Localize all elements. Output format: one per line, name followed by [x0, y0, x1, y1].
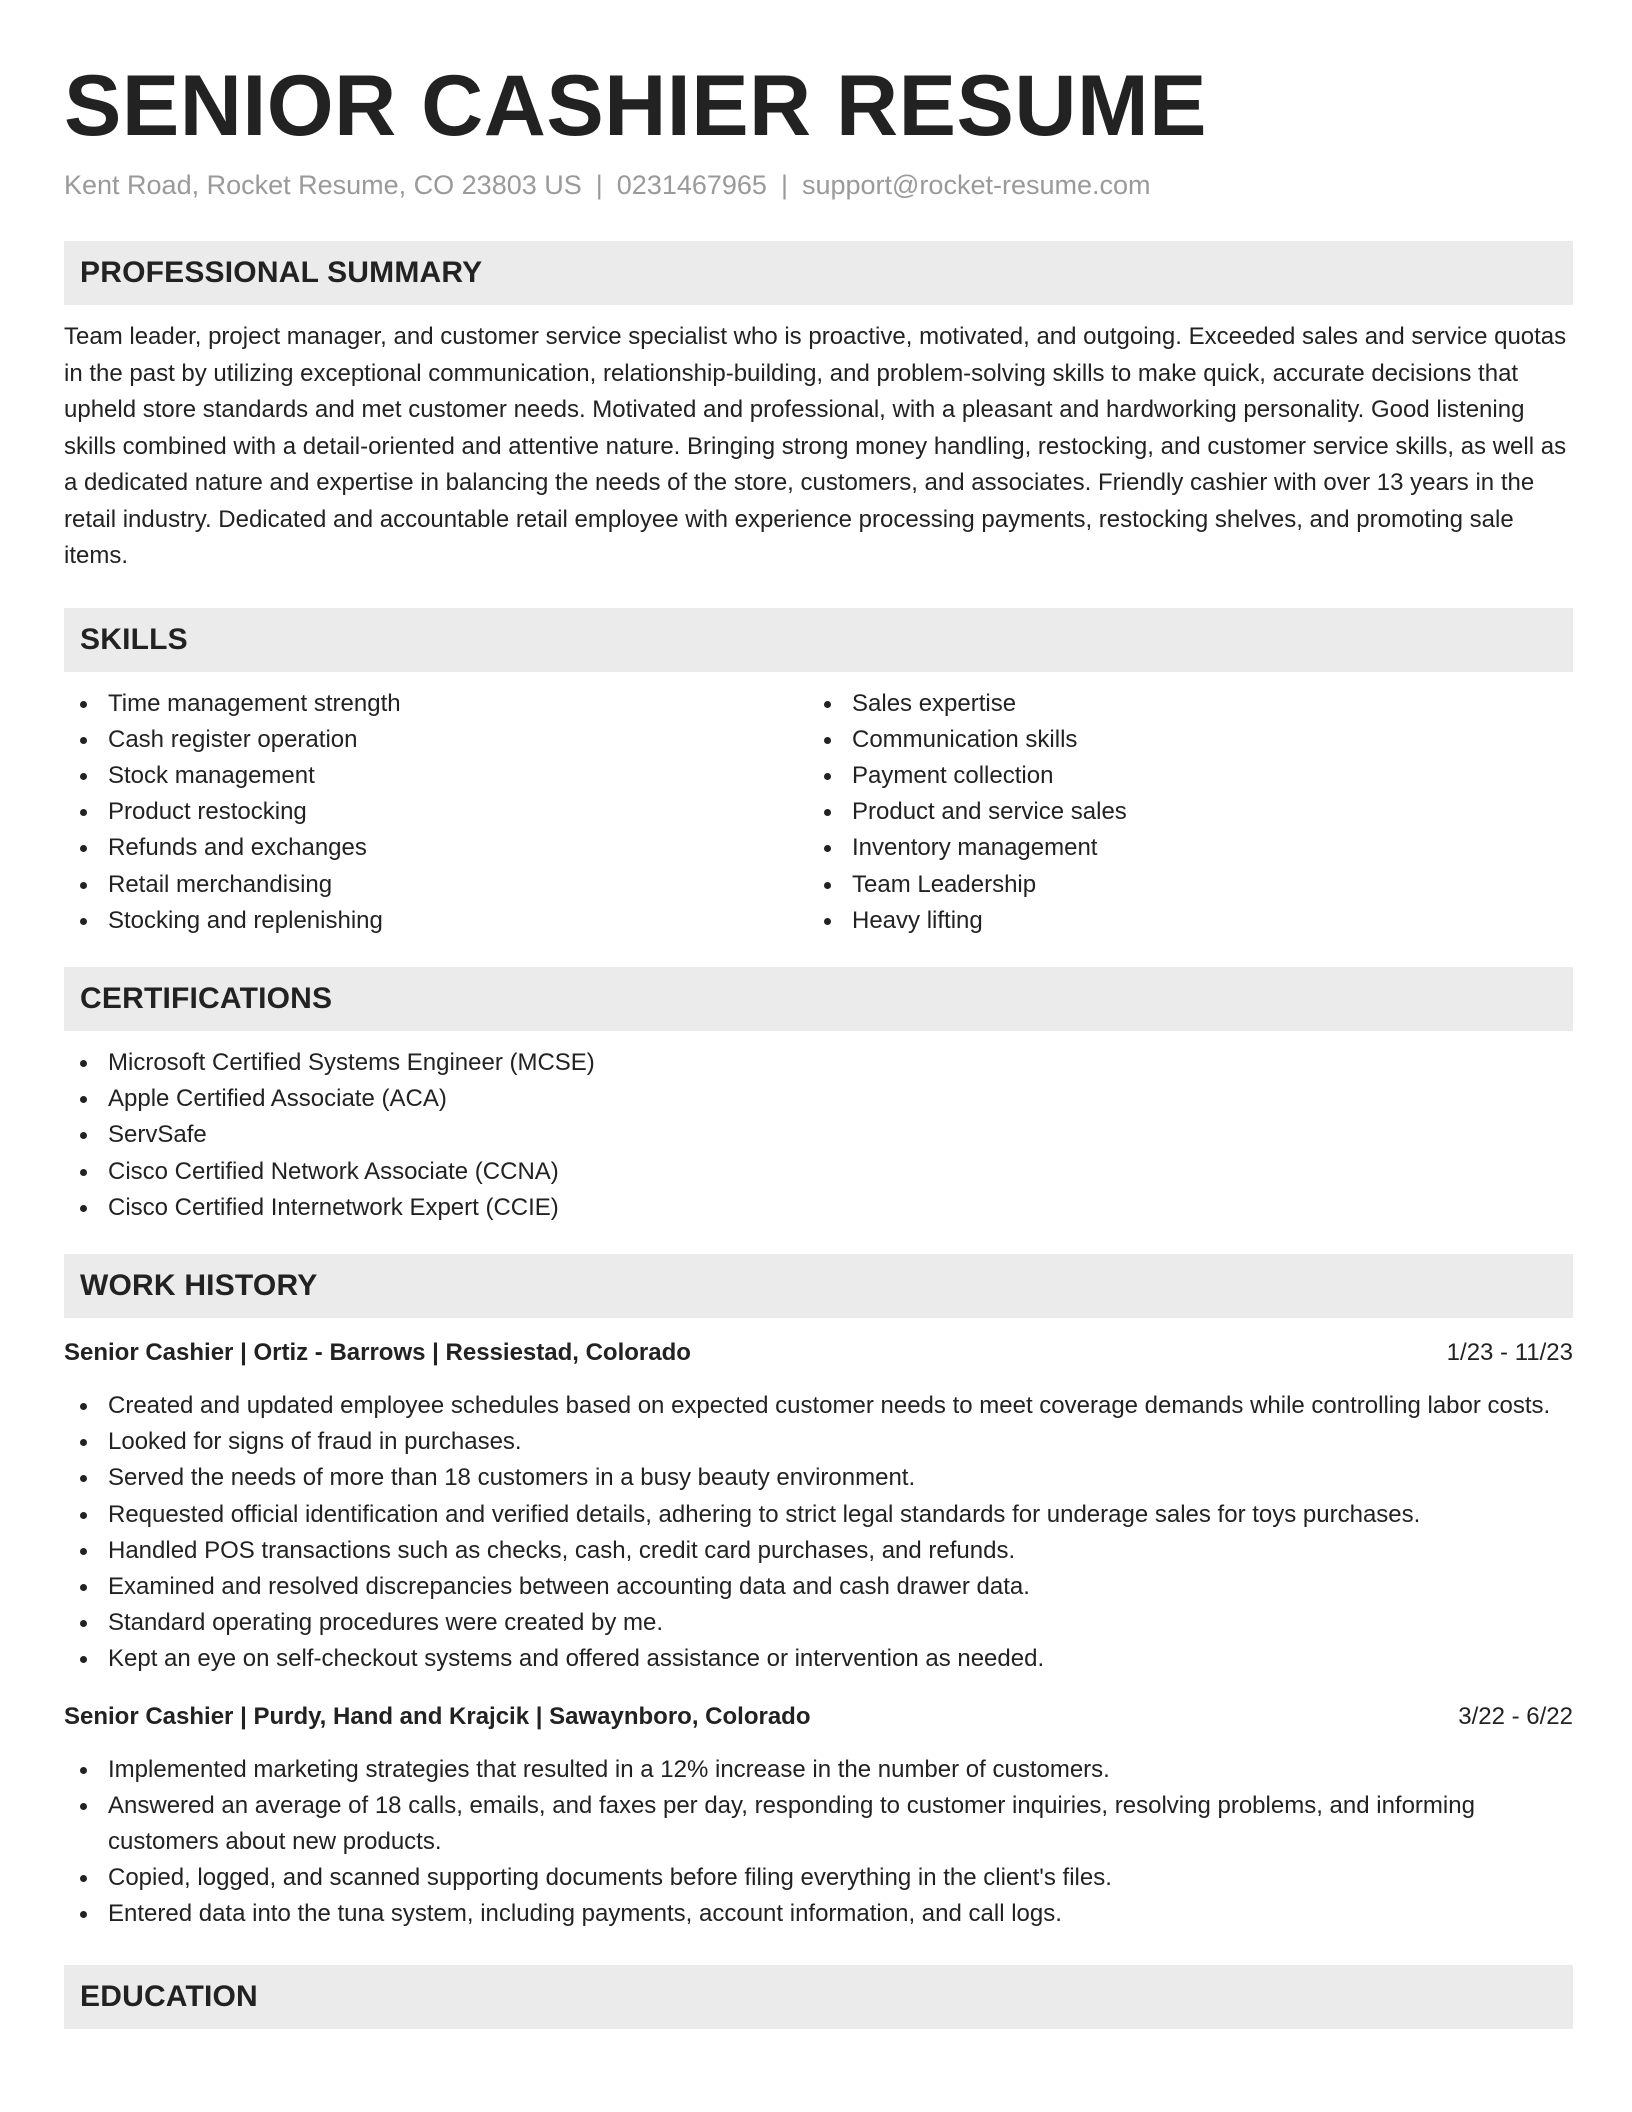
job-entry	[64, 1336, 1573, 1678]
contact-address: Kent Road, Rocket Resume, CO 23803 US	[64, 170, 582, 200]
skill-item: Retail merchandising	[64, 867, 808, 903]
skill-item: Inventory management	[808, 830, 1552, 866]
job-bullet: Standard operating procedures were created by me.	[64, 1605, 1573, 1641]
job-bullet: Examined and resolved discrepancies between accounting data and cash drawer data.	[64, 1569, 1573, 1605]
resume-page	[64, 0, 1573, 2029]
section-header-work-history: WORK HISTORY	[64, 1254, 1573, 1318]
contact-separator: |	[595, 170, 603, 200]
job-bullet: Looked for signs of fraud in purchases.	[64, 1424, 1573, 1460]
summary-text: Team leader, project manager, and customer service specialist who is proactive, motivated, and outgoing. Exceeded sales and service quotas in the past by utilizing exceptional communication, relationship-building, and problem-solving skills to make quick, accurate decisions that upheld store standards and met customer needs. Motivated and professional, with a pleasant and hardworking personality. Good listening skills combined with a detail-oriented and attentive nature. Bringing strong money handling, restocking, and customer service skills, as well as a dedicated nature and expertise in balancing the needs of the store, customers, and associates. Friendly cashier with over 13 years in the retail industry. Dedicated and accountable retail employee with experience processing payments, restocking shelves, and promoting sale items.	[64, 323, 1567, 569]
skill-item: Team Leadership	[808, 867, 1552, 903]
contact-phone: 0231467965	[616, 170, 767, 200]
job-bullet: Created and updated employee schedules based on expected customer needs to meet coverage demands while controlling labor costs.	[64, 1388, 1573, 1424]
skill-item: Stock management	[64, 758, 808, 794]
section-header-education: EDUCATION	[64, 1965, 1573, 2029]
skills-right-list	[808, 686, 1552, 939]
skill-item: Payment collection	[808, 758, 1552, 794]
job-bullet: Requested official identification and verified details, adhering to strict legal standards for underage sales for toys purchases.	[64, 1497, 1573, 1533]
skills-left-list	[64, 686, 808, 939]
skill-item: Communication skills	[808, 722, 1552, 758]
skills-grid	[64, 686, 1573, 939]
skill-item: Heavy lifting	[808, 903, 1552, 939]
certifications-list	[64, 1045, 1573, 1226]
job-dates: 1/23 - 11/23	[1446, 1338, 1573, 1366]
skill-item: Product restocking	[64, 794, 808, 830]
job-bullets	[64, 1388, 1573, 1678]
job-header	[64, 1336, 1573, 1370]
job-dates: 3/22 - 6/22	[1458, 1702, 1573, 1730]
section-header-certifications: CERTIFICATIONS	[64, 967, 1573, 1031]
job-title: Senior Cashier | Purdy, Hand and Krajcik | Sawaynboro, Colorado	[64, 1702, 811, 1730]
job-title: Senior Cashier | Ortiz - Barrows | Ressiestad, Colorado	[64, 1338, 691, 1366]
certification-item: Microsoft Certified Systems Engineer (MCSE)	[64, 1045, 1573, 1081]
skill-item: Cash register operation	[64, 722, 808, 758]
skill-item: Refunds and exchanges	[64, 830, 808, 866]
job-bullet: Implemented marketing strategies that resulted in a 12% increase in the number of customers.	[64, 1752, 1573, 1788]
job-bullet: Entered data into the tuna system, including payments, account information, and call logs.	[64, 1896, 1573, 1932]
job-bullet: Copied, logged, and scanned supporting documents before filing everything in the client's files.	[64, 1860, 1573, 1896]
skill-item: Stocking and replenishing	[64, 903, 808, 939]
job-bullet: Kept an eye on self-checkout systems and offered assistance or intervention as needed.	[64, 1641, 1573, 1677]
section-header-summary: PROFESSIONAL SUMMARY	[64, 241, 1573, 305]
skill-item: Product and service sales	[808, 794, 1552, 830]
job-header	[64, 1700, 1573, 1734]
job-bullet: Served the needs of more than 18 customers in a busy beauty environment.	[64, 1460, 1573, 1496]
job-entry	[64, 1700, 1573, 1933]
certification-item: ServSafe	[64, 1117, 1573, 1153]
job-bullets	[64, 1752, 1573, 1933]
resume-title: SENIOR CASHIER RESUME	[64, 58, 1207, 154]
contact-line	[64, 168, 1573, 202]
job-bullet: Handled POS transactions such as checks, cash, credit card purchases, and refunds.	[64, 1533, 1573, 1569]
job-bullet: Answered an average of 18 calls, emails, and faxes per day, responding to customer inquiries, resolving problems, and informing customers about new products.	[64, 1788, 1573, 1860]
contact-email: support@rocket-resume.com	[801, 170, 1151, 200]
certification-item: Apple Certified Associate (ACA)	[64, 1081, 1573, 1117]
skill-item: Sales expertise	[808, 686, 1552, 722]
certification-item: Cisco Certified Internetwork Expert (CCIE)	[64, 1190, 1573, 1226]
certification-item: Cisco Certified Network Associate (CCNA)	[64, 1154, 1573, 1190]
contact-separator: |	[780, 170, 788, 200]
section-header-skills: SKILLS	[64, 608, 1573, 672]
skill-item: Time management strength	[64, 686, 808, 722]
